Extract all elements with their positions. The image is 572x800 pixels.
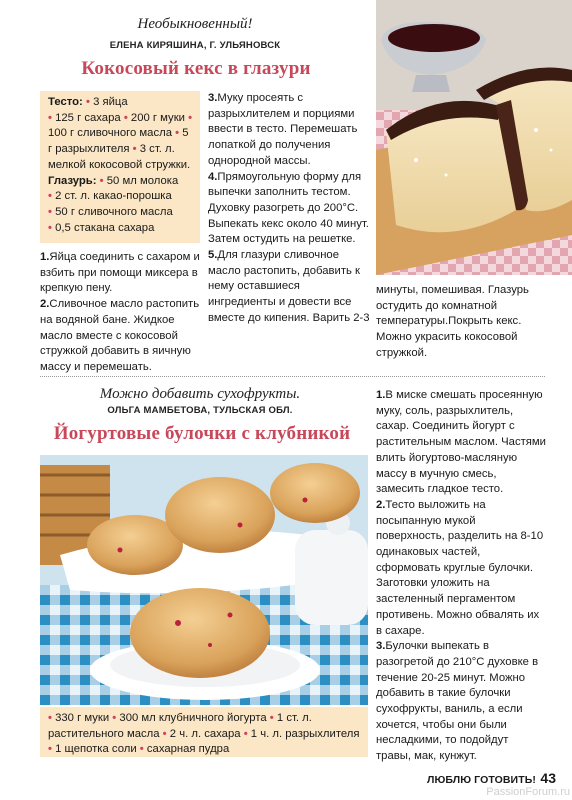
recipe1-author: ЕЛЕНА КИРЯШИНА, Г. УЛЬЯНОВСК (109, 40, 281, 51)
step-number: 2. (376, 498, 386, 511)
ingredient: 50 г сливочного масла (55, 205, 173, 218)
bullet-dot-icon: • (269, 712, 274, 724)
step-number: 2. (40, 298, 50, 311)
bullet-dot-icon: • (162, 727, 167, 740)
step-text-continued: минуты, помешивая. Глазурь остудить до комнатной температуры.Покрыть кекс. Можно украсить кокосовой стружкой. (376, 284, 529, 359)
recipe1-col1 (40, 250, 202, 376)
bullet-dot-icon: • (188, 111, 193, 124)
bullet-dot-icon: • (48, 743, 52, 756)
step-number: 3. (376, 640, 386, 653)
bullet-dot-icon: • (48, 712, 52, 724)
bullet-dot-icon: • (132, 143, 137, 156)
ingredient: 5 г разрыхлителя (48, 127, 189, 156)
dough-label: Тесто: (48, 96, 83, 108)
ingredient: 125 г сахара (55, 111, 121, 124)
step-number: 5. (208, 249, 218, 262)
bullet-dot-icon: • (175, 127, 180, 140)
ingredient: 3 ст. л. мелкой кокосовой стружки. (48, 143, 191, 171)
recipe1-col3 (376, 283, 544, 362)
page-number: 43 (540, 770, 556, 786)
ingredient: 3 яйца (93, 96, 128, 108)
yogurt-buns-photo (40, 455, 368, 705)
step-number: 3. (208, 92, 218, 104)
recipe1-tagline: Необыкновенный! (137, 16, 253, 32)
recipe1-ingredients (40, 91, 200, 243)
step-text: Прямоугольную форму для выпечки заполнить тестом. Духовку разогреть до 200°С. Выпекать кекс около 40 минут. Затем остудить на решетке. (208, 170, 369, 246)
step-text: Яйца соединить с сахаром и взбить при помощи миксера в крепкую пену. (40, 251, 200, 295)
step-text: Булочки выпекать в разогретой до 210°С духовке в течение 20-25 минут. Можно добавить в такие булочки сухофрукты, ваниль, а если хочется, чтобы они были несладкими, то подойдут травы, мак, кунжут. (376, 640, 539, 763)
watermark: PassionForum.ru (486, 786, 570, 798)
step-number: 1. (40, 251, 50, 263)
bullet-dot-icon: • (139, 743, 144, 756)
ingredient: 330 г муки (55, 712, 110, 724)
bullet-dot-icon: • (85, 96, 90, 108)
ingredient: 2 ч. л. сахара (169, 727, 241, 740)
glaze-label: Глазурь: (48, 174, 97, 187)
ingredient: 2 ст. л. какао-порошка (55, 190, 172, 203)
ingredient: 100 г сливочного масла (48, 127, 172, 140)
bullet-dot-icon: • (48, 205, 52, 218)
recipe1-title: Кокосовый кекс в глазури (81, 58, 311, 79)
bullet-dot-icon: • (48, 221, 52, 234)
bullet-dot-icon: • (112, 712, 117, 724)
ingredient: 1 щепотка соли (55, 743, 137, 756)
magazine-name: ЛЮБЛЮ ГОТОВИТЬ! (426, 774, 536, 786)
step-number: 4. (208, 170, 218, 183)
step-text: Сливочное масло растопить на водяной бане. Жидкое масло вместе с кокосовой стружкой добавить в яичную массу и перемешать. (40, 298, 200, 373)
recipe2-tagline: Можно добавить сухофрукты. (99, 386, 301, 402)
recipe2-steps (376, 388, 546, 765)
recipe2-ingredients (40, 707, 368, 757)
step-text: Тесто выложить на посыпанную мукой поверхность, разделить на 8-10 одинаковых частей, сформовать круглые булочки. Заготовки уложить на застеленный пергаментом противень. Можно обвалять их в сахаре. (376, 498, 544, 637)
bullet-dot-icon: • (48, 111, 52, 124)
section-divider (40, 376, 545, 377)
ingredient: 1 ст. л. растительного масла (48, 712, 312, 740)
ingredient: 0,5 стакана сахара (55, 221, 155, 234)
bullet-dot-icon: • (48, 190, 52, 203)
recipe2-author: ОЛЬГА МАМБЕТОВА, ТУЛЬСКАЯ ОБЛ. (107, 405, 293, 416)
ingredient: 1 ч. л. разрыхлителя (250, 727, 360, 740)
coconut-cake-photo (376, 0, 572, 275)
ingredient: сахарная пудра (146, 743, 230, 756)
ingredient: 50 мл молока (106, 174, 179, 187)
recipe1-col2 (208, 91, 370, 327)
recipe2-title: Йогуртовые булочки с клубникой (53, 423, 351, 444)
step-text: В миске смешать просеянную муку, соль, разрыхлитель, сахар. Соединить йогурт с растительным маслом. Частями влить йогуртово-масляную массу в мучную смесь, замесить гладкое тесто. (376, 389, 546, 496)
bullet-dot-icon: • (99, 174, 104, 187)
step-text: Муку просеять с разрыхлителем и порциями ввести в тесто. Перемешать лопаткой до получения однородной массы. (208, 92, 358, 167)
ingredient: 200 г муки (130, 111, 185, 124)
ingredient: 300 мл клубничного йогурта (119, 712, 267, 724)
bullet-dot-icon: • (123, 111, 128, 124)
step-text: Для глазури сливочное масло растопить, добавить к нему оставшиеся ингредиенты и довести все вместе до кипения. Варить 2-3 (208, 249, 370, 324)
step-number: 1. (376, 389, 386, 401)
bullet-dot-icon: • (243, 727, 248, 740)
